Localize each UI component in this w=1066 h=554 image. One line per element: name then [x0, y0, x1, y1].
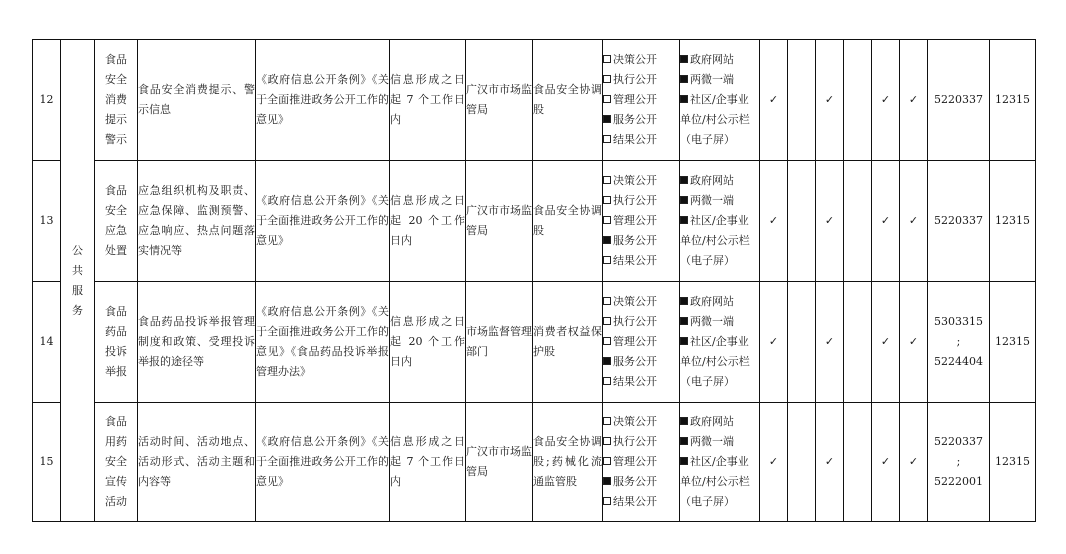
channel-label: 两微一端 [690, 435, 734, 448]
checked-box-icon [680, 417, 688, 425]
item-name-line: 食品 [105, 415, 127, 428]
disclosure-type-label: 结果公开 [613, 495, 657, 508]
disclosure-type-option [603, 211, 679, 231]
item-name-line: 安全 [105, 455, 127, 468]
channel-label: 社区/企事业单位/村公示栏（电子屏） [680, 455, 750, 508]
item-name [95, 282, 138, 403]
channel-option [680, 70, 759, 90]
contact-phone-line: 5220337 [934, 93, 983, 106]
channel-label: 两微一端 [690, 73, 734, 86]
channel-option [680, 312, 759, 332]
checked-box-icon [680, 317, 688, 325]
check-mark-icon: ✓ [900, 40, 928, 161]
check-mark-icon: ✓ [816, 40, 844, 161]
disclosure-type-cell [603, 403, 680, 522]
item-name-line: 食品 [105, 305, 127, 318]
disclosure-type-label: 管理公开 [613, 455, 657, 468]
disclosure-type-option [603, 452, 679, 472]
empty-cell [788, 40, 816, 161]
channel-cell [680, 403, 760, 522]
table-row [33, 40, 1036, 161]
disclosure-type-label: 管理公开 [613, 335, 657, 348]
channel-label: 政府网站 [690, 295, 734, 308]
channel-label: 社区/企事业单位/村公示栏（电子屏） [680, 335, 750, 388]
checked-box-icon [680, 437, 688, 445]
channel-option [680, 292, 759, 312]
disclosure-type-label: 管理公开 [613, 93, 657, 106]
checked-box-icon [680, 337, 688, 345]
item-name-line: 举报 [105, 365, 127, 378]
disclosure-type-label: 决策公开 [613, 295, 657, 308]
unchecked-box-icon [603, 297, 611, 305]
disclosure-type-option [603, 332, 679, 352]
unchecked-box-icon [603, 497, 611, 505]
item-content: 活动时间、活动地点、活动形式、活动主题和内容等 [138, 403, 256, 522]
disclosure-table [32, 39, 1036, 522]
channel-label: 政府网站 [690, 415, 734, 428]
contact-phone-line: 5224404 [934, 355, 983, 368]
contact-phone-line: 5220337 [934, 435, 983, 448]
item-content: 食品安全消费提示、警示信息 [138, 40, 256, 161]
empty-cell [788, 403, 816, 522]
disclosure-type-cell [603, 282, 680, 403]
row-number: 13 [33, 161, 61, 282]
item-basis: 《政府信息公开条例》《关于全面推进政务公开工作的意见》《食品药品投诉举报管理办法》 [256, 282, 390, 403]
channel-option [680, 191, 759, 211]
unchecked-box-icon [603, 95, 611, 103]
item-name-line: 用药 [105, 435, 127, 448]
item-period: 信息形成之日起 7 个工作日内 [390, 40, 466, 161]
checked-box-icon [680, 176, 688, 184]
table-row [33, 282, 1036, 403]
disclosure-type-option [603, 372, 679, 392]
empty-cell [788, 282, 816, 403]
unchecked-box-icon [603, 437, 611, 445]
hotline: 12315 [990, 282, 1036, 403]
unchecked-box-icon [603, 417, 611, 425]
item-basis: 《政府信息公开条例》《关于全面推进政务公开工作的意见》 [256, 161, 390, 282]
check-mark-icon: ✓ [760, 403, 788, 522]
contact-phone [928, 282, 990, 403]
disclosure-type-option [603, 472, 679, 492]
disclosure-type-option [603, 292, 679, 312]
checked-box-icon [603, 477, 611, 485]
disclosure-type-cell [603, 40, 680, 161]
checked-box-icon [603, 357, 611, 365]
category-cell [61, 40, 95, 522]
unchecked-box-icon [603, 377, 611, 385]
item-basis: 《政府信息公开条例》《关于全面推进政务公开工作的意见》 [256, 403, 390, 522]
disclosure-type-option [603, 110, 679, 130]
disclosure-type-option [603, 171, 679, 191]
item-name-line: 提示 [105, 113, 127, 126]
check-mark-icon: ✓ [760, 40, 788, 161]
item-period: 信息形成之日起 7 个工作日内 [390, 403, 466, 522]
unchecked-box-icon [603, 256, 611, 264]
disclosure-type-label: 服务公开 [613, 475, 657, 488]
item-period: 信息形成之日起 20 个工作日内 [390, 282, 466, 403]
channel-option [680, 90, 759, 150]
empty-cell [788, 161, 816, 282]
hotline: 12315 [990, 161, 1036, 282]
disclosure-type-label: 决策公开 [613, 53, 657, 66]
contact-phone-line: 5303315 [934, 315, 983, 328]
checked-box-icon [680, 196, 688, 204]
item-name-line: 安全 [105, 73, 127, 86]
channel-label: 政府网站 [690, 53, 734, 66]
category-char: 服 [72, 283, 83, 297]
unchecked-box-icon [603, 337, 611, 345]
row-number: 12 [33, 40, 61, 161]
disclosure-type-option [603, 432, 679, 452]
contact-phone-line: ; [956, 455, 961, 468]
disclosure-type-option [603, 492, 679, 512]
contact-phone-line: ; [956, 335, 961, 348]
disclosure-type-option [603, 251, 679, 271]
item-subject: 市场监督管理部门 [466, 282, 533, 403]
item-subject: 广汉市市场监管局 [466, 40, 533, 161]
item-name-line: 投诉 [105, 345, 127, 358]
checked-box-icon [603, 115, 611, 123]
disclosure-type-label: 管理公开 [613, 214, 657, 227]
item-name-line: 消费 [105, 93, 127, 106]
item-name-line: 食品 [105, 184, 127, 197]
channel-option [680, 171, 759, 191]
channel-option [680, 412, 759, 432]
contact-phone-line: 5220337 [934, 214, 983, 227]
channel-option [680, 332, 759, 392]
unchecked-box-icon [603, 196, 611, 204]
channel-label: 社区/企事业单位/村公示栏（电子屏） [680, 214, 750, 267]
disclosure-type-label: 执行公开 [613, 73, 657, 86]
unchecked-box-icon [603, 176, 611, 184]
channel-cell [680, 161, 760, 282]
contact-phone [928, 161, 990, 282]
empty-cell [844, 282, 872, 403]
channel-label: 政府网站 [690, 174, 734, 187]
channel-option [680, 452, 759, 512]
row-number: 15 [33, 403, 61, 522]
disclosure-type-label: 服务公开 [613, 355, 657, 368]
empty-cell [844, 403, 872, 522]
check-mark-icon: ✓ [872, 161, 900, 282]
checked-box-icon [680, 216, 688, 224]
item-subject: 广汉市市场监管局 [466, 161, 533, 282]
checked-box-icon [680, 75, 688, 83]
disclosure-type-label: 执行公开 [613, 315, 657, 328]
item-period: 信息形成之日起 20 个工作日内 [390, 161, 466, 282]
channel-option [680, 211, 759, 271]
check-mark-icon: ✓ [816, 403, 844, 522]
checked-box-icon [680, 55, 688, 63]
check-mark-icon: ✓ [872, 40, 900, 161]
disclosure-type-label: 服务公开 [613, 113, 657, 126]
channel-cell [680, 40, 760, 161]
disclosure-type-option [603, 90, 679, 110]
table-row [33, 161, 1036, 282]
disclosure-type-label: 决策公开 [613, 415, 657, 428]
disclosure-type-label: 结果公开 [613, 375, 657, 388]
unchecked-box-icon [603, 317, 611, 325]
item-name [95, 403, 138, 522]
disclosure-type-label: 决策公开 [613, 174, 657, 187]
item-dept: 消费者权益保护股 [533, 282, 603, 403]
channel-cell [680, 282, 760, 403]
disclosure-type-option [603, 231, 679, 251]
empty-cell [844, 40, 872, 161]
check-mark-icon: ✓ [816, 282, 844, 403]
disclosure-type-label: 执行公开 [613, 435, 657, 448]
row-number: 14 [33, 282, 61, 403]
check-mark-icon: ✓ [760, 161, 788, 282]
disclosure-type-option [603, 412, 679, 432]
category-char: 公 [72, 243, 83, 257]
item-name [95, 161, 138, 282]
category-char: 务 [72, 303, 83, 317]
item-dept: 食品安全协调股 [533, 40, 603, 161]
hotline: 12315 [990, 403, 1036, 522]
check-mark-icon: ✓ [872, 282, 900, 403]
item-name-line: 食品 [105, 53, 127, 66]
item-name-line: 活动 [105, 495, 127, 508]
item-name-line: 处置 [105, 244, 127, 257]
disclosure-type-label: 结果公开 [613, 133, 657, 146]
item-dept: 食品安全协调股 [533, 161, 603, 282]
disclosure-type-option [603, 191, 679, 211]
hotline: 12315 [990, 40, 1036, 161]
unchecked-box-icon [603, 135, 611, 143]
disclosure-type-label: 服务公开 [613, 234, 657, 247]
checked-box-icon [680, 95, 688, 103]
disclosure-type-option [603, 50, 679, 70]
unchecked-box-icon [603, 457, 611, 465]
channel-option [680, 432, 759, 452]
item-name-line: 宣传 [105, 475, 127, 488]
item-name [95, 40, 138, 161]
checked-box-icon [680, 297, 688, 305]
checked-box-icon [603, 236, 611, 244]
check-mark-icon: ✓ [760, 282, 788, 403]
check-mark-icon: ✓ [872, 403, 900, 522]
unchecked-box-icon [603, 216, 611, 224]
check-mark-icon: ✓ [900, 282, 928, 403]
disclosure-type-label: 结果公开 [613, 254, 657, 267]
item-name-line: 药品 [105, 325, 127, 338]
item-subject: 广汉市市场监管局 [466, 403, 533, 522]
check-mark-icon: ✓ [900, 161, 928, 282]
item-name-line: 警示 [105, 133, 127, 146]
item-content: 应急组织机构及职责、应急保障、监测预警、应急响应、热点问题落实情况等 [138, 161, 256, 282]
contact-phone-line: 5222001 [934, 475, 983, 488]
checked-box-icon [680, 457, 688, 465]
disclosure-type-label: 执行公开 [613, 194, 657, 207]
channel-label: 两微一端 [690, 194, 734, 207]
check-mark-icon: ✓ [900, 403, 928, 522]
contact-phone [928, 403, 990, 522]
channel-label: 社区/企事业单位/村公示栏（电子屏） [680, 93, 750, 146]
channel-option [680, 50, 759, 70]
table-row [33, 403, 1036, 522]
check-mark-icon: ✓ [816, 161, 844, 282]
item-basis: 《政府信息公开条例》《关于全面推进政务公开工作的意见》 [256, 40, 390, 161]
unchecked-box-icon [603, 75, 611, 83]
item-dept: 食品安全协调股;药械化流通监管股 [533, 403, 603, 522]
unchecked-box-icon [603, 55, 611, 63]
disclosure-type-cell [603, 161, 680, 282]
disclosure-type-option [603, 130, 679, 150]
disclosure-type-option [603, 352, 679, 372]
item-content: 食品药品投诉举报管理制度和政策、受理投诉举报的途径等 [138, 282, 256, 403]
empty-cell [844, 161, 872, 282]
item-name-line: 安全 [105, 204, 127, 217]
category-char: 共 [72, 263, 83, 277]
disclosure-type-option [603, 70, 679, 90]
channel-label: 两微一端 [690, 315, 734, 328]
contact-phone [928, 40, 990, 161]
disclosure-type-option [603, 312, 679, 332]
item-name-line: 应急 [105, 224, 127, 237]
